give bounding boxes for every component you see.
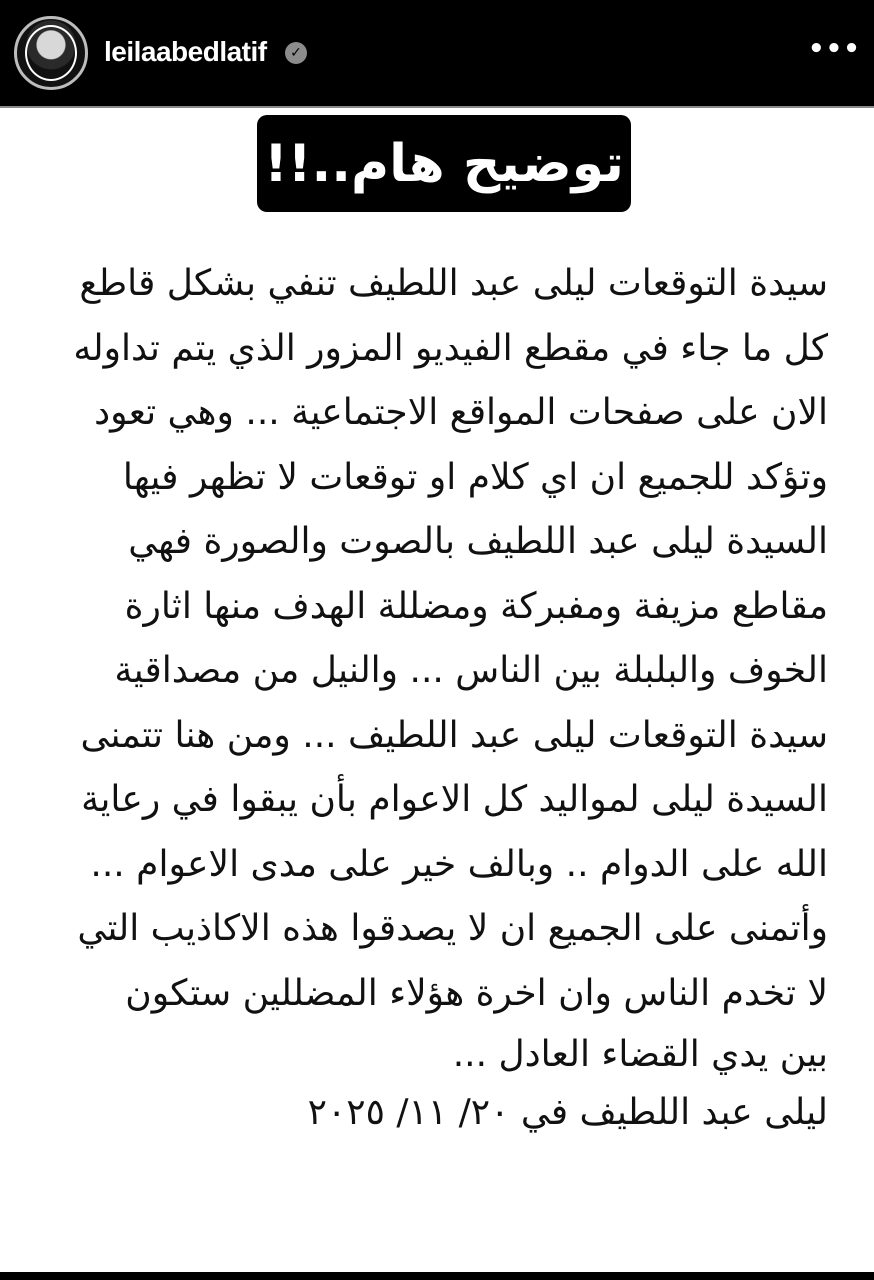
- username[interactable]: leilaabedlatif: [104, 36, 267, 67]
- body-line: السيدة ليلى عبد اللطيف بالصوت والصورة فهي: [128, 521, 828, 562]
- verified-badge-icon: ✓: [285, 42, 307, 64]
- body-line: سيدة التوقعات ليلى عبد اللطيف ... ومن هنا تتمنى: [80, 714, 828, 756]
- body-line: الان على صفحات المواقع الاجتماعية ... وهي تعود: [94, 392, 828, 433]
- profile-avatar[interactable]: [14, 16, 88, 90]
- body-line: مقاطع مزيفة ومفبركة ومضللة الهدف منها اثارة: [124, 585, 828, 627]
- body-line: وأتمنى على الجميع ان لا يصدقوا هذه الاكاذيب التي: [77, 908, 828, 949]
- body-line: كل ما جاء في مقطع الفيديو المزور الذي يتم تداوله: [73, 327, 828, 369]
- post-body: [38, 252, 828, 1142]
- signature-date-line: ليلى عبد اللطيف في ٢٠/ ١١/ ٢٠٢٥: [307, 1092, 828, 1133]
- body-line: بين يدي القضاء العادل ...: [452, 1034, 828, 1075]
- body-line: الله على الدوام .. وبالف خير على مدى الاعوام ...: [90, 843, 828, 885]
- body-line: سيدة التوقعات ليلى عبد اللطيف تنفي بشكل قاطع: [79, 263, 828, 304]
- title-banner: [257, 115, 631, 212]
- body-line: السيدة ليلى لمواليد كل الاعوام بأن يبقوا في رعاية: [81, 779, 828, 820]
- body-line: وتؤكد للجميع ان اي كلام او توقعات لا تظهر فيها: [122, 456, 828, 498]
- more-options-button[interactable]: •••: [808, 34, 861, 64]
- bottom-bar: [0, 1272, 874, 1280]
- story-header: [0, 0, 874, 108]
- body-line: لا تخدم الناس وان اخرة هؤلاء المضللين ستكون: [125, 972, 828, 1014]
- post-title: توضيح هام..!!: [264, 133, 624, 194]
- body-line: الخوف والبلبلة بين الناس ... والنيل من مصداقية: [114, 650, 828, 691]
